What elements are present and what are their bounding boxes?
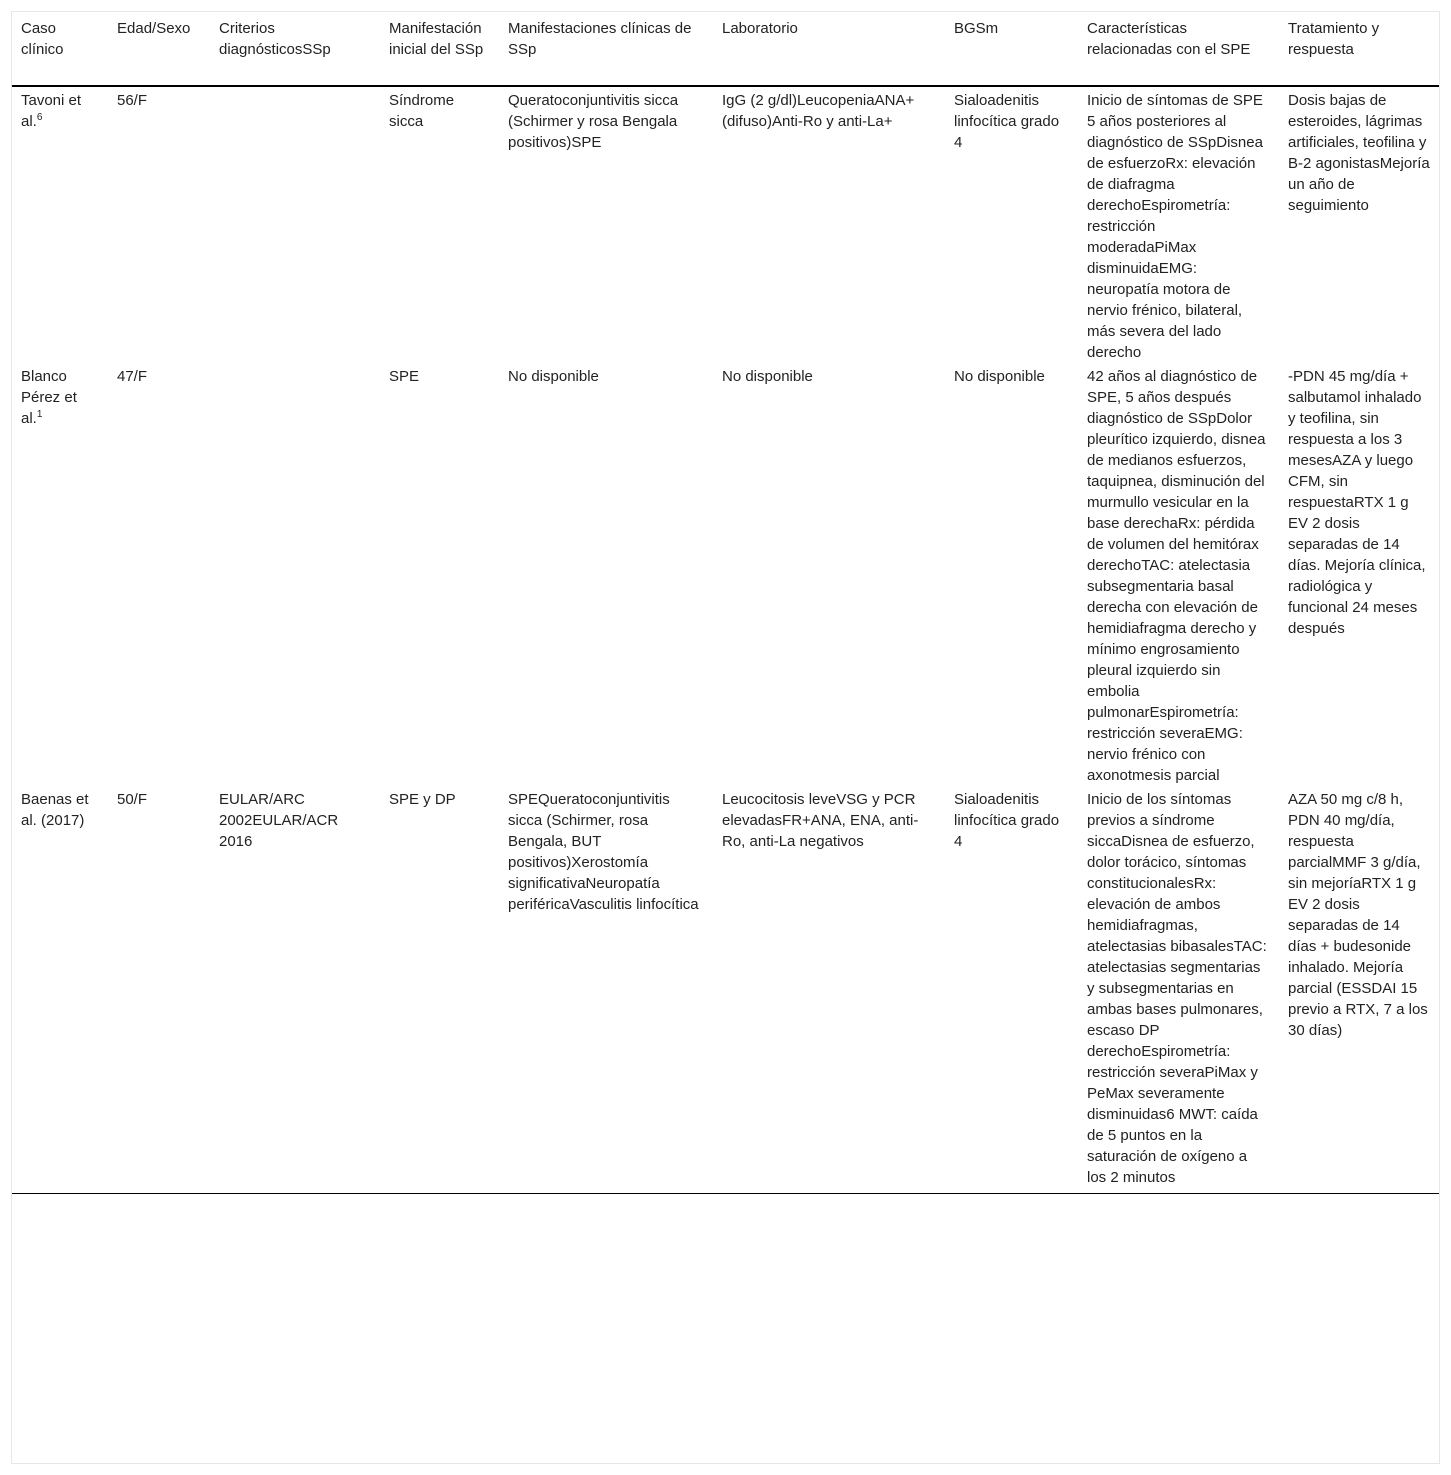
header-manifestaciones-clinicas: Manifestaciones clínicas de SSp: [498, 12, 712, 87]
table-row: [11, 786, 1440, 1194]
cell-caracteristicas: Inicio de síntomas de SPE 5 años posteriores al diagnóstico de SSpDisnea de esfuerzoRx: elevación de diafragma derechoEspirometría: restricción moderadaPiMax disminuidaEMG: neuropatía motora de nervio frénico, bilateral, más severa del lado derecho: [1087, 92, 1263, 361]
cell-caracteristicas: 42 años al diagnóstico de SPE, 5 años después diagnóstico de SSpDolor pleurítico izquierdo, disnea de medianos esfuerzos, taquipnea, disminución del murmullo vesicular en la base derechaRx: pérdida de volumen del hemitórax derechoTAC: atelectasia subsegmentaria basal derecha con elevación de hemidiafragma derecho y mínimo engrosamiento pleural izquierdo sin embolia pulmonarEspirometría: restricción severaEMG: nervio frénico con axonotmesis parcial: [1087, 368, 1266, 784]
cell-criterios: [209, 86, 379, 363]
cell-manifestacion-inicial: SPE y DP: [379, 786, 498, 1194]
cell-laboratorio: No disponible: [722, 368, 813, 385]
cell-edad-sexo: 50/F: [107, 786, 209, 1194]
cell-edad-sexo: 47/F: [117, 368, 148, 385]
cell-bgsm: Sialoadenitis linfocítica grado 4: [944, 786, 1077, 1194]
table-header-row: [11, 12, 1440, 87]
cell-tratamiento: Dosis bajas de esteroides, lágrimas artificiales, teofilina y B-2 agonistasMejoría un año de seguimiento: [1288, 92, 1430, 214]
cell-tratamiento: AZA 50 mg c/8 h, PDN 40 mg/día, respuesta parcialMMF 3 g/día, sin mejoríaRTX 1 g EV 2 dosis separadas de 14 días + budesonide inhalado. Mejoría parcial (ESSDAI 15 previo a RTX, 7 a los 30 días): [1278, 786, 1440, 1194]
cell-bgsm: No disponible: [954, 368, 1045, 385]
header-criterios: Criterios diagnósticosSSp: [209, 12, 379, 87]
cell-manifestacion-inicial: Síndrome sicca: [389, 92, 455, 130]
cell-criterios: [209, 363, 379, 786]
cell-criterios: EULAR/ARC 2002EULAR/ACR 2016: [209, 786, 379, 1194]
header-laboratorio: Laboratorio: [712, 12, 944, 87]
cell-manifestaciones-clinicas: SPEQueratoconjuntivitis sicca (Schirmer, rosa Bengala, BUT positivos)Xerostomía significativaNeuropatía periféricaVasculitis linfocítica: [498, 786, 712, 1194]
cell-caracteristicas: Inicio de los síntomas previos a síndrome siccaDisnea de esfuerzo, dolor torácico, síntomas constitucionalesRx: elevación de ambos hemidiafragmas, atelectasias bibasalesTAC: atelectasias segmentarias y subsegmentarias en ambas bases pulmonares, escaso DP derechoEspirometría: restricción severaPiMax y PeMax severamente disminuidas6 MWT: caída de 5 puntos en la saturación de oxígeno a los 2 minutos: [1077, 786, 1278, 1194]
table-row: [11, 363, 1440, 786]
cell-edad-sexo: 56/F: [117, 92, 148, 109]
cell-caso: Tavoni et al.$^6$: [21, 92, 82, 130]
header-caso-clinico: Caso clínico: [11, 12, 107, 87]
header-edad-sexo: Edad/Sexo: [107, 12, 209, 87]
table-row: [11, 86, 1440, 363]
cell-caso: Baenas et al. (2017): [11, 786, 107, 1194]
cell-manifestacion-inicial: SPE: [389, 368, 420, 385]
clinical-cases-table: [11, 11, 1440, 1194]
cell-manifestaciones-clinicas: Queratoconjuntivitis sicca (Schirmer y rosa Bengala positivos)SPE: [508, 92, 679, 151]
table-container: [11, 11, 1440, 1464]
cell-tratamiento: -PDN 45 mg/día + salbutamol inhalado y teofilina, sin respuesta a los 3 mesesAZA y luego CFM, sin respuestaRTX 1 g EV 2 dosis separadas de 14 días. Mejoría clínica, radiológica y funcional 24 meses después: [1288, 368, 1426, 637]
header-tratamiento: Tratamiento y respuesta: [1278, 12, 1440, 87]
cell-laboratorio: IgG (2 g/dl)LeucopeniaANA+ (difuso)Anti-Ro y anti-La+: [722, 92, 915, 130]
cell-manifestaciones-clinicas: No disponible: [508, 368, 599, 385]
cell-caso: Blanco Pérez et al.$^1$: [21, 368, 77, 427]
header-caracteristicas: Características relacionadas con el SPE: [1077, 12, 1278, 87]
cell-laboratorio: Leucocitosis leveVSG y PCR elevadasFR+ANA, ENA, anti-Ro, anti-La negativos: [712, 786, 944, 1194]
cell-bgsm: Sialoadenitis linfocítica grado 4: [954, 92, 1060, 151]
header-bgsm: BGSm: [944, 12, 1077, 87]
header-manifestacion-inicial: Manifestación inicial del SSp: [379, 12, 498, 87]
